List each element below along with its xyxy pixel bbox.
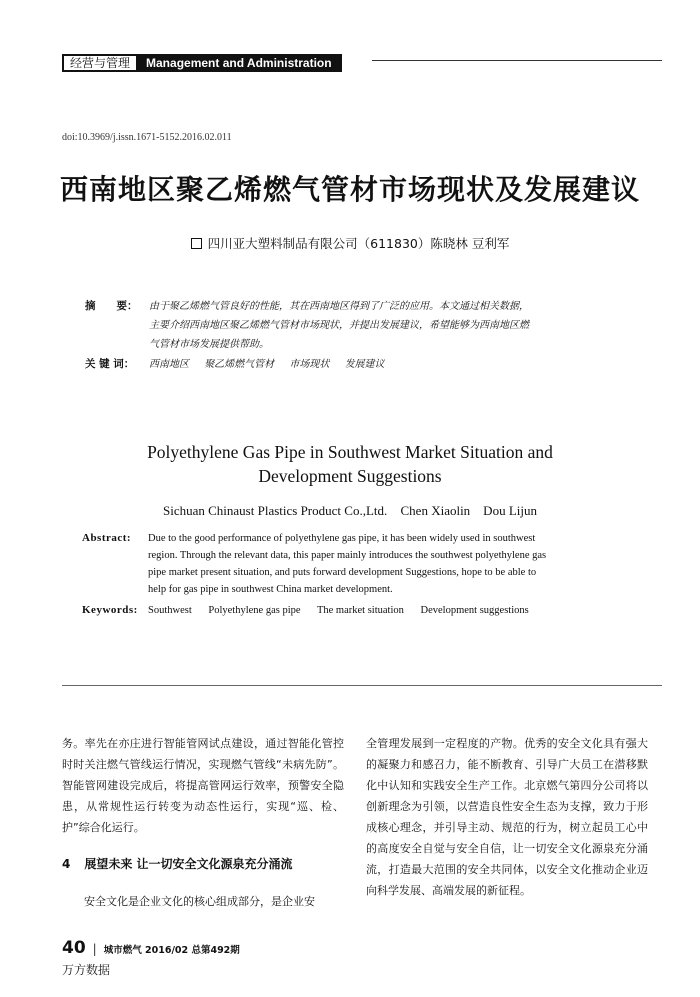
body-paragraph: 务。率先在亦庄进行智能管网试点建设，通过智能化管控时时关注燃气管线运行情况，实现燃气管线“未病先防”。智能管网建设完成后，将提高管网运行效率，预警安全隐患，从常规性运行转变为动态性运行，实现“巡、检、护”综合化运行。 (62, 737, 344, 834)
keywords-cn-label: 关 键 词： (85, 358, 135, 370)
title-en-line1: Polyethylene Gas Pipe in Southwest Market Situation and (147, 442, 553, 462)
section-label-en: Management and Administration (138, 56, 340, 70)
page-footer (62, 938, 240, 958)
square-bullet-icon (191, 238, 202, 249)
keyword-en: The market situation (316, 605, 404, 616)
body-column-left (62, 733, 344, 912)
abstract-en (82, 530, 642, 619)
title-en (0, 440, 700, 488)
abstract-en-line: pipe market present situation, and puts forward development Suggestions, hope to be able to (148, 567, 537, 578)
keywords-en-row (82, 602, 642, 619)
authors-en (0, 500, 700, 519)
keyword-en: Southwest (148, 605, 192, 616)
body-paragraph: 安全文化是企业文化的核心组成部分，是企业安 (84, 895, 315, 908)
section-number: 4 (62, 857, 71, 871)
keywords-en-label: Keywords: (82, 604, 138, 616)
journal-info: 城市燃气 2016/02 总第492期 (103, 945, 240, 956)
header-rule (372, 60, 662, 61)
abstract-cn-line: 由于聚乙烯燃气管良好的性能，其在西南地区得到了广泛的应用。本文通过相关数据， (149, 301, 529, 312)
authors-en-names: Chen Xiaolin Dou Lijun (400, 503, 537, 518)
keyword-cn: 发展建议 (344, 359, 385, 370)
keyword-en: Polyethylene gas pipe (208, 605, 301, 616)
doi-line: doi:10.3969/j.issn.1671-5152.2016.02.011 (62, 132, 232, 143)
title-cn: 西南地区聚乙烯燃气管材市场现状及发展建议 (59, 173, 640, 206)
authors-cn-text: 四川亚大塑料制品有限公司（611830）陈晓林 豆利军 (207, 236, 510, 251)
keyword-en: Development suggestions (420, 605, 529, 616)
section-title: 展望未来 让一切安全文化源泉充分涌流 (84, 857, 293, 871)
abstract-cn-text (149, 297, 645, 354)
keywords-cn-row (85, 355, 645, 374)
body-paragraph: 全管理发展到一定程度的产物。优秀的安全文化具有强大的凝聚力和感召力，能不断教育、引导广大员工在潜移默化中认知和实践安全生产工作。北京燃气第四分公司将以创新理念为引领，以营造良性安全生态为支撑，致力于形成核心理念，并引导主动、规范的行为，树立起员工心中的高度安全自觉与安全自信，让一切安全文化源泉充分涌流，打造最大范围的安全共同体，以安全文化推动企业迈向科学发展、高端发展的新征程。 (366, 737, 648, 897)
page-number: 40 (62, 938, 86, 958)
keyword-cn: 聚乙烯燃气管材 (204, 359, 275, 370)
title-en-line2: Development Suggestions (258, 466, 442, 486)
abstract-cn-label: 摘 要： (85, 300, 138, 312)
abstract-en-text (148, 530, 642, 598)
authors-cn (0, 234, 700, 252)
section-label-cn: 经营与管理 (64, 56, 138, 70)
abstract-en-line: help for gas pipe in southwest China market development. (148, 584, 393, 595)
body-column-right (366, 733, 648, 901)
keyword-cn: 市场现状 (289, 359, 330, 370)
abstract-en-label: Abstract: (82, 532, 132, 544)
abstract-en-line: Due to the good performance of polyethylene gas pipe, it has been widely used in southwest (148, 533, 536, 544)
abstract-cn-row (85, 297, 645, 354)
section-divider (62, 685, 662, 686)
watermark-text: 万方数据 (62, 963, 111, 977)
abstract-cn-line: 气管材市场发展提供帮助。 (149, 339, 269, 350)
section-heading (62, 854, 344, 875)
abstract-en-row (82, 530, 642, 598)
abstract-cn (85, 297, 645, 374)
abstract-cn-line: 主要介绍西南地区聚乙烯燃气管材市场现状，并提出发展建议，希望能够为西南地区燃 (149, 320, 529, 331)
section-header-band (62, 54, 342, 72)
keyword-cn: 西南地区 (149, 359, 189, 370)
authors-en-org: Sichuan Chinaust Plastics Product Co.,Ltd. (163, 503, 388, 518)
abstract-en-line: region. Through the relevant data, this paper mainly introduces the southwest polyethylene gas (148, 550, 547, 561)
keywords-en-list (148, 602, 642, 619)
footer-separator: | (92, 942, 97, 956)
keywords-cn-list (149, 355, 645, 374)
